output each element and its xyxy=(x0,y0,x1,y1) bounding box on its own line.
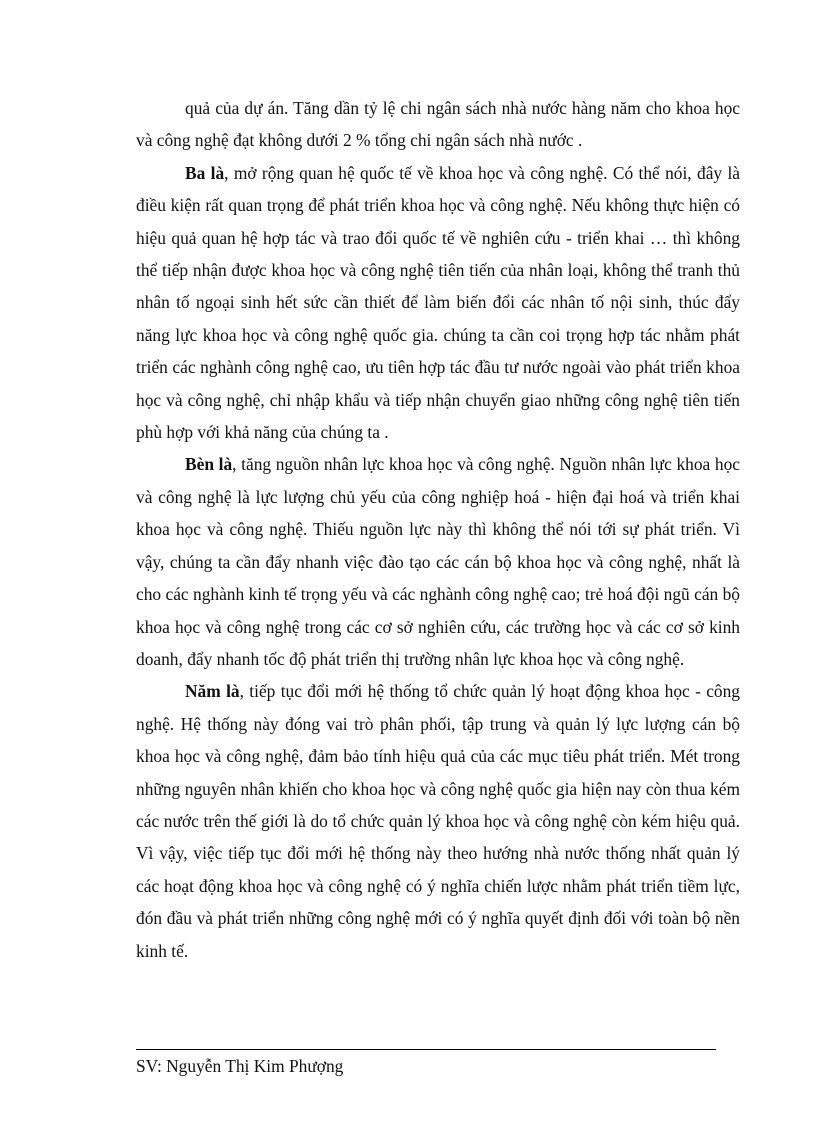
paragraph-text: quả của dự án. Tăng dần tỷ lệ chi ngân sách nhà nước hàng năm cho khoa học và công nghệ đạt không dưới 2 % tổng chi ngân sách nhà nước . xyxy=(136,98,740,151)
paragraph-text: , tiếp tục đổi mới hệ thống tổ chức quản lý hoạt động khoa học - công nghệ. Hệ thống này đóng vai trò phân phối, tập trung và quản lý lực lượng cán bộ khoa học và công nghệ, đảm bảo tính hiệu quả của các mục tiêu phát triển. Mét trong những nguyên nhân khiến cho khoa học và công nghệ quốc gia hiện nay còn thua kém các nước trên thế giới là do tổ chức quản lý khoa học và công nghệ còn kém hiệu quả. Vì vậy, việc tiếp tục đổi mới hệ thống này theo hướng nhà nước thống nhất quản lý các hoạt động khoa học và công nghệ có ý nghĩa chiến lược nhằm phát triển tiềm lực, đón đầu và phát triển những công nghệ mới có ý nghĩa quyết định đối với toàn bộ nền kinh tế. xyxy=(136,681,741,961)
paragraph-lead: Ba là xyxy=(185,162,225,183)
paragraph-text: , tăng nguồn nhân lực khoa học và công nghệ. Nguồn nhân lực khoa học và công nghệ là lực lượng chủ yếu của công nghiệp hoá - hiện đại hoá và triển khai khoa học và công nghệ. Thiếu nguồn lực này thì không thể nói tới sự phát triển. Vì vậy, chúng ta cần đẩy nhanh việc đào tạo các cán bộ khoa học và công nghệ, nhất là cho các nghành kinh tế trọng yếu và các nghành công nghệ cao; trẻ hoá đội ngũ cán bộ khoa học và công nghệ trong các cơ sở nghiên cứu, các trường học và các cơ sở kinh doanh, đẩy nhanh tốc độ phát triển thị trường nhân lực khoa học và công nghệ. xyxy=(136,454,741,669)
footer-author: SV: Nguyễn Thị Kim Phượng xyxy=(136,1056,344,1076)
paragraph-lead: Bèn là xyxy=(185,454,233,475)
paragraph-lead: Năm là xyxy=(185,681,240,702)
paragraph-nam-la xyxy=(136,675,740,967)
paragraph-continuation xyxy=(136,92,740,157)
paragraph-ben-la xyxy=(136,448,740,675)
paragraph-text: , mở rộng quan hệ quốc tế về khoa học và công nghệ. Có thể nói, đây là điều kiện rất quan trọng để phát triển khoa học và công nghệ. Nếu không thực hiện có hiệu quả quan hệ hợp tác và trao đổi quốc tế về nghiên cứu - triển khai … thì không thể tiếp nhận được khoa học và công nghệ tiên tiến của nhân loại, không thể tranh thủ nhân tố ngoại sinh hết sức cần thiết để làm biến đổi các nhân tố nội sinh, thúc đẩy năng lực khoa học và công nghệ quốc gia. chúng ta cần coi trọng hợp tác nhằm phát triển các nghành công nghệ cao, ưu tiên hợp tác đầu tư nước ngoài vào phát triển khoa học và công nghệ, chỉ nhập khẩu và tiếp nhận chuyển giao những công nghệ tiên tiến phù hợp với khả năng của chúng ta . xyxy=(136,162,741,443)
paragraph-ba-la xyxy=(136,157,740,449)
footer-divider xyxy=(136,1049,716,1050)
body-text xyxy=(136,92,740,967)
